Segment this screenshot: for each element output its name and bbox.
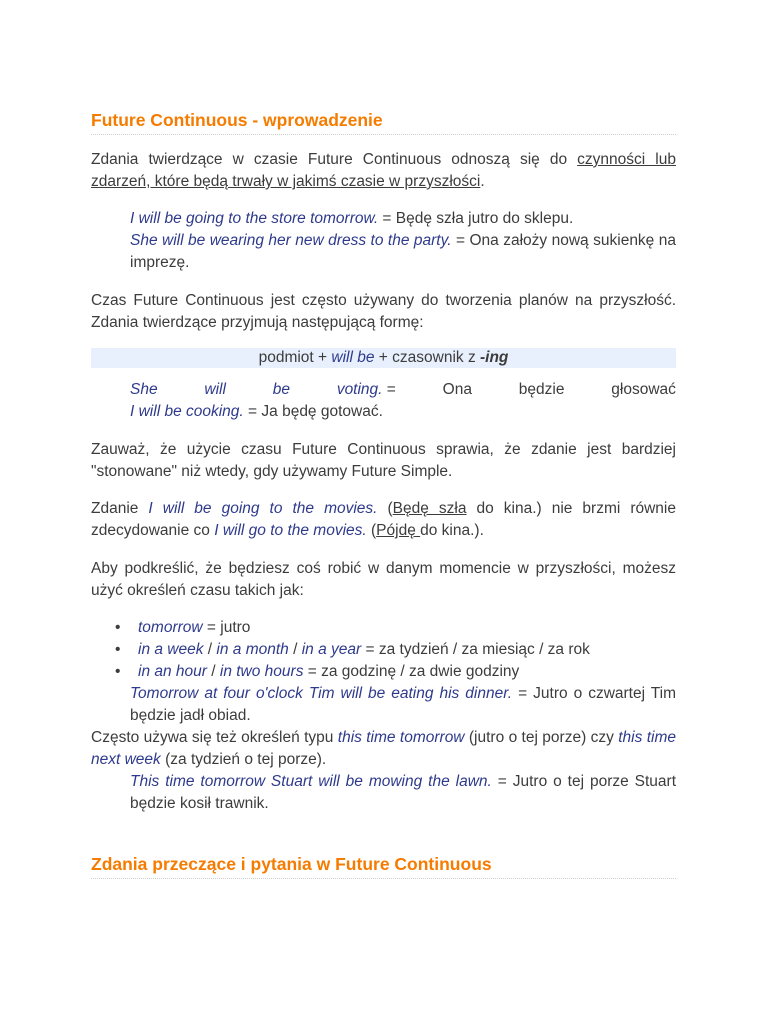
list-item [91,617,676,639]
text: ( [377,500,393,517]
bullet-icon: • [115,663,121,680]
time-expression: in a week [138,641,204,658]
example-word: Ona [442,381,472,398]
examples-block-1 [130,208,676,274]
example-english: I will go to the movies. [214,522,367,539]
example-english: I will be going to the movies. [148,500,378,517]
example-english: I will be cooking. [130,403,244,420]
grammar-formula [91,348,676,368]
examples-block-2 [130,379,676,423]
translation: = za tydzień / za miesiąc / za rok [361,641,590,658]
example-english: This time tomorrow Stuart will be mowing the lawn. [130,773,492,790]
translation: = jutro [202,619,251,636]
example-sentence [130,771,676,815]
example-english: this time next week [91,729,676,768]
examples-block-3 [130,683,676,727]
example-sentence [130,208,676,230]
example-polish: = Ona założy nową sukienkę na imprezę. [130,232,676,271]
example-word: be [272,381,290,398]
equals-sign: = [386,381,396,398]
time-expressions-list [91,617,676,683]
separator: / [203,641,217,658]
example-polish: = Ja będę gotować. [243,403,383,420]
list-item [91,661,676,683]
example-sentence [130,379,676,401]
example-polish: = Jutro o czwartej Tim będzie jadł obiad. [130,685,677,724]
time-expression: in a year [301,641,362,658]
example-polish: = Jutro o tej porze Stuart będzie kosił trawnik. [130,773,677,812]
usage-paragraph: Czas Future Continuous jest często używany do tworzenia planów na przyszłość. Zdania twierdzące przyjmują następującą formę: [91,292,676,331]
formula-will-be: will be [331,349,375,366]
section-heading-intro: Future Continuous - wprowadzenie [91,109,676,135]
text: (za tydzień o tej porze). [160,751,327,768]
intro-paragraph [91,149,676,193]
text: ( [366,522,377,539]
example-sentence [130,683,676,727]
separator: / [206,663,220,680]
note-paragraph: Zauważ, że użycie czasu Future Continuous sprawia, że zdanie jest bardziej "stonowane" niż wtedy, gdy używamy Future Simple. [91,441,676,480]
formula-ing: -ing [480,349,509,366]
time-phrases-paragraph [91,727,676,771]
text: (jutro o tej porze) czy [464,729,619,746]
section-heading-negatives: Zdania przeczące i pytania w Future Continuous [91,853,676,879]
example-english: this time tomorrow [337,729,465,746]
intro-end: . [480,173,485,190]
example-word: głosować [611,381,676,398]
example-english: I will be going to the store tomorrow. [130,210,379,227]
time-expression: in an hour [138,663,207,680]
example-word-en: voting. [336,381,383,398]
bullet-icon: • [115,641,121,658]
example-word: will [204,381,226,398]
time-expression: tomorrow [138,619,203,636]
text: Zdanie [91,500,149,517]
example-word: będzie [518,381,565,398]
text: Często używa się też określeń typu [91,729,338,746]
underlined-text: Będę szła [392,500,467,517]
underlined-text: Pójdę [376,522,421,539]
formula-verb: + czasownik z [374,349,480,366]
examples-block-4 [130,771,676,815]
intro-text: Zdania twierdzące w czasie Future Continuous odnoszą się do [91,151,578,168]
separator: / [288,641,302,658]
time-expression: in two hours [219,663,304,680]
example-polish: = Będę szła jutro do sklepu. [378,210,574,227]
comparison-paragraph [91,498,676,542]
translation: = za godzinę / za dwie godziny [303,663,520,680]
example-english: Tomorrow at four o'clock Tim will be eating his dinner. [130,685,513,702]
example-word [337,379,396,401]
text: do kina.). [420,522,484,539]
formula-subject: podmiot + [258,349,332,366]
intro-underlined: czynności lub zdarzeń, które będą trwały w jakimś czasie w przyszłości [91,151,676,190]
emphasis-paragraph: Aby podkreślić, że będziesz coś robić w danym momencie w przyszłości, możesz użyć określeń czasu takich jak: [91,560,676,599]
example-english: She will be wearing her new dress to the party. [130,232,452,249]
example-sentence [130,230,676,274]
time-expression: in a month [216,641,289,658]
example-word: She [130,381,158,398]
list-item [91,639,676,661]
text: do kina.) nie brzmi równie zdecydowanie co [91,500,676,539]
bullet-icon: • [115,619,121,636]
example-sentence [130,401,676,423]
